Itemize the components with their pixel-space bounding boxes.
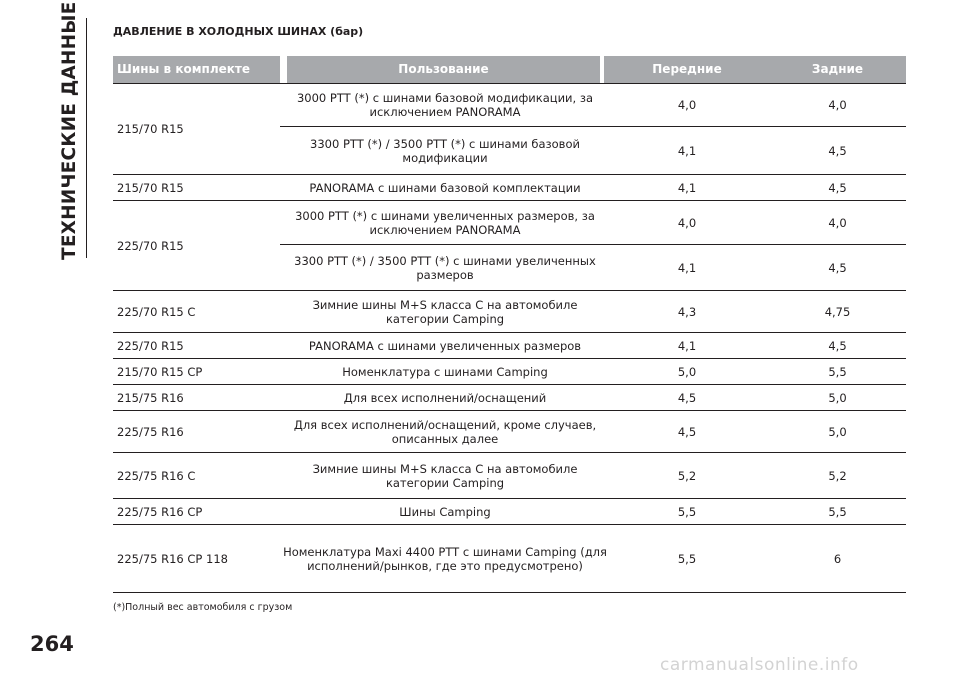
front-pressure-cell: 4,0 xyxy=(677,215,697,230)
page-number: 264 xyxy=(30,632,74,656)
table-row-group xyxy=(113,333,906,359)
rear-pressure-cell: 4,75 xyxy=(824,304,851,319)
table-row xyxy=(113,201,906,244)
usage-cell: Для всех исполнений/оснащений xyxy=(343,390,547,405)
table-row-group xyxy=(113,359,906,385)
table-row-group xyxy=(113,385,906,411)
usage-cell: Шины Camping xyxy=(399,504,491,519)
table-row-group xyxy=(113,525,906,593)
section-side-title xyxy=(59,1,80,260)
front-pressure-cell: 4,1 xyxy=(677,143,697,158)
table-row xyxy=(113,175,906,200)
rear-pressure-cell: 4,0 xyxy=(828,97,847,112)
table-row xyxy=(113,525,906,592)
table-row-group xyxy=(113,83,906,175)
front-pressure-cell: 5,5 xyxy=(677,551,697,566)
front-pressure-cell: 4,5 xyxy=(677,390,697,405)
rear-pressure-cell: 4,5 xyxy=(828,180,847,195)
usage-cell: Зимние шины M+S класса C на автомобиле категории Camping xyxy=(312,461,578,490)
section-side-title-text: ТЕХНИЧЕСКИЕ ДАННЫЕ xyxy=(59,1,80,260)
front-pressure-cell: 4,1 xyxy=(677,260,697,275)
rear-pressure-cell: 5,0 xyxy=(828,390,847,405)
rear-pressure-cell: 4,5 xyxy=(828,260,847,275)
usage-cell: 3300 PTT (*) / 3500 PTT (*) с шинами увеличенных размеров xyxy=(294,253,596,282)
front-pressure-cell: 4,1 xyxy=(677,180,697,195)
tyre-size-cell: 225/75 R16 C xyxy=(117,468,196,483)
table-row xyxy=(113,411,906,452)
tyre-size-cell: 215/75 R16 xyxy=(117,390,184,405)
tyre-size-cell: 225/70 R15 C xyxy=(117,304,196,319)
tyre-size-cell: 225/75 R16 xyxy=(117,424,184,439)
rear-pressure-cell: 4,0 xyxy=(828,215,847,230)
front-pressure-cell: 4,0 xyxy=(677,97,697,112)
column-header-use: Пользование xyxy=(287,56,600,83)
rear-pressure-cell: 5,5 xyxy=(828,504,847,519)
usage-cell: Зимние шины M+S класса C на автомобиле категории Camping xyxy=(312,297,578,326)
table-body xyxy=(113,83,906,593)
front-pressure-cell: 4,3 xyxy=(677,304,697,319)
side-divider xyxy=(86,18,87,258)
table-row xyxy=(113,359,906,384)
column-header-front: Передние xyxy=(604,56,770,83)
tyre-size-cell: 215/70 R15 xyxy=(117,180,184,195)
column-header-tyres: Шины в комплекте xyxy=(113,56,280,83)
table-header xyxy=(113,56,906,83)
tyre-size-cell: 215/70 R15 CP xyxy=(117,364,203,379)
rear-pressure-cell: 5,2 xyxy=(828,468,847,483)
table-row xyxy=(113,499,906,524)
watermark: carmanualsonline.info xyxy=(660,655,859,675)
table-row xyxy=(280,126,906,174)
front-pressure-cell: 4,5 xyxy=(677,424,697,439)
rear-pressure-cell: 4,5 xyxy=(828,143,847,158)
tyre-size-cell: 225/70 R15 xyxy=(117,238,184,253)
tyre-pressure-table xyxy=(113,56,906,593)
rear-pressure-cell: 5,0 xyxy=(828,424,847,439)
tyre-size-cell: 225/75 R16 CP xyxy=(117,504,203,519)
usage-cell: Номенклатура с шинами Camping xyxy=(342,364,548,379)
table-heading: ДАВЛЕНИЕ В ХОЛОДНЫХ ШИНАХ (бар) xyxy=(113,25,364,38)
usage-cell: Номенклатура Maxi 4400 PTT с шинами Camping (для исполнений/рынков, где это предусмотрено) xyxy=(283,544,607,573)
usage-cell: Для всех исполнений/оснащений, кроме случаев, описанных далее xyxy=(293,417,597,446)
usage-cell: PANORAMA с шинами базовой комплектации xyxy=(309,180,581,195)
table-row-group xyxy=(113,291,906,333)
table-row xyxy=(280,244,906,290)
table-row-group xyxy=(113,201,906,291)
rear-pressure-cell: 6 xyxy=(833,551,842,566)
column-header-rear: Задние xyxy=(769,56,906,83)
table-row xyxy=(113,333,906,358)
table-row xyxy=(113,453,906,498)
table-row-group xyxy=(113,411,906,453)
table-row-group xyxy=(113,175,906,201)
usage-cell: 3300 PTT (*) / 3500 PTT (*) с шинами базовой модификации xyxy=(310,136,580,165)
tyre-size-cell: 215/70 R15 xyxy=(117,121,184,136)
usage-cell: 3000 PTT (*) с шинами базовой модификации, за исключением PANORAMA xyxy=(296,90,593,119)
rear-pressure-cell: 4,5 xyxy=(828,338,847,353)
front-pressure-cell: 5,2 xyxy=(677,468,697,483)
table-row xyxy=(113,291,906,332)
table-row-group xyxy=(113,499,906,525)
table-row xyxy=(113,83,906,126)
tyre-size-cell: 225/70 R15 xyxy=(117,338,184,353)
usage-cell: 3000 PTT (*) с шинами увеличенных размеров, за исключением PANORAMA xyxy=(295,208,595,237)
front-pressure-cell: 5,5 xyxy=(677,504,697,519)
table-row xyxy=(113,385,906,410)
table-row-group xyxy=(113,453,906,499)
front-pressure-cell: 4,1 xyxy=(677,338,697,353)
front-pressure-cell: 5,0 xyxy=(677,364,697,379)
usage-cell: PANORAMA с шинами увеличенных размеров xyxy=(308,338,582,353)
rear-pressure-cell: 5,5 xyxy=(828,364,847,379)
tyre-size-cell: 225/75 R16 CP 118 xyxy=(117,551,228,566)
footnote: (*)Полный вес автомобиля с грузом xyxy=(113,602,293,613)
